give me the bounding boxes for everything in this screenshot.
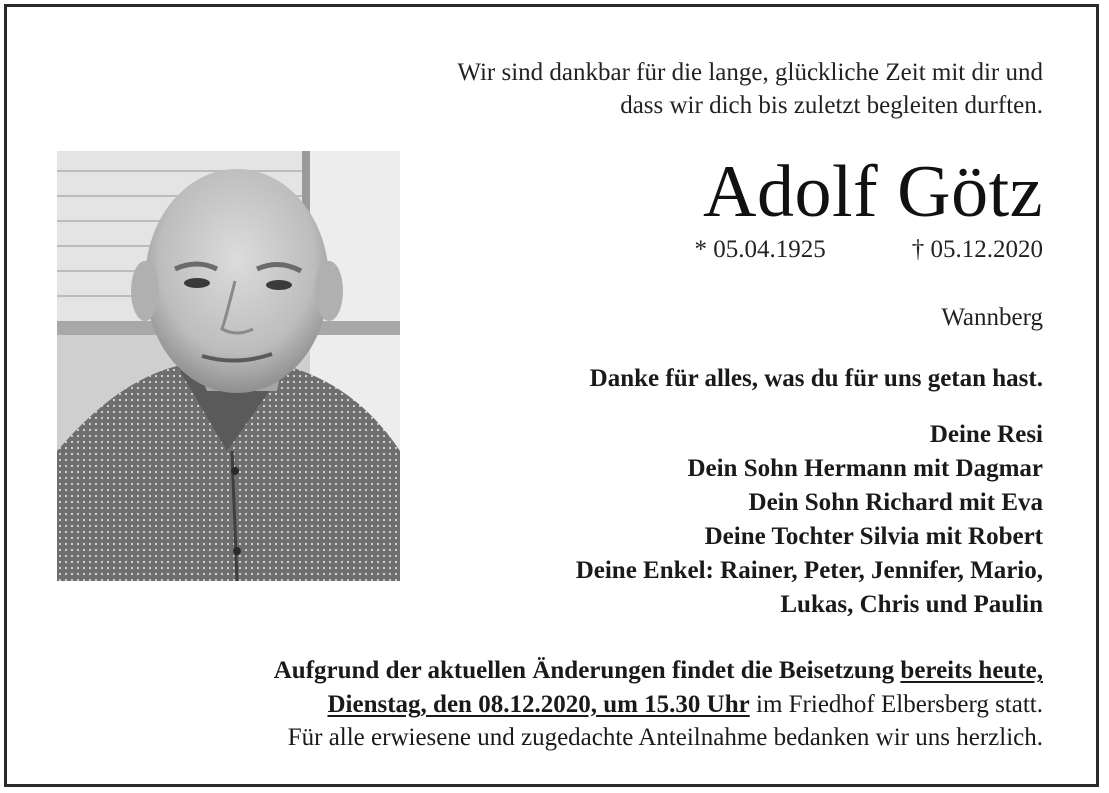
- family-signatures: [576, 418, 1043, 622]
- family-line: Dein Sohn Richard mit Eva: [748, 489, 1043, 516]
- portrait-illustration: [57, 151, 400, 581]
- residence-place: Wannberg: [941, 304, 1043, 331]
- portrait-photo: [57, 151, 400, 581]
- funeral-line-3: Für alle erwiesene und zugedachte Anteilnahme bedanken wir uns herzlich.: [287, 724, 1043, 751]
- deceased-name: Adolf Götz: [703, 151, 1043, 233]
- family-line: Deine Tochter Silvia mit Robert: [704, 523, 1043, 550]
- funeral-notice: [274, 654, 1043, 755]
- family-line: Deine Resi: [929, 421, 1043, 448]
- quote-line-1: Wir sind dankbar für die lange, glückliche Zeit mit dir und: [457, 59, 1043, 86]
- family-line: Dein Sohn Hermann mit Dagmar: [687, 455, 1043, 482]
- life-dates: [695, 236, 1044, 264]
- thanks-line: Danke für alles, was du für uns getan hast.: [589, 365, 1043, 392]
- death-date: † 05.12.2020: [911, 236, 1043, 263]
- funeral-line-1: [274, 654, 1043, 688]
- funeral-location: im Friedhof Elbersberg statt.: [756, 690, 1043, 718]
- funeral-line-2: [274, 688, 1043, 722]
- funeral-datetime: Dienstag, den 08.12.2020, um 15.30 Uhr: [327, 690, 750, 718]
- family-line: Lukas, Chris und Paulin: [780, 591, 1043, 618]
- opening-quote: [457, 56, 1043, 122]
- birth-date: * 05.04.1925: [694, 236, 826, 263]
- family-line: Deine Enkel: Rainer, Peter, Jennifer, Mario,: [575, 557, 1043, 584]
- funeral-intro: Aufgrund der aktuellen Änderungen findet die Beisetzung: [273, 657, 895, 684]
- funeral-today: bereits heute,: [900, 657, 1043, 684]
- quote-line-2: dass wir dich bis zuletzt begleiten durften.: [620, 92, 1043, 119]
